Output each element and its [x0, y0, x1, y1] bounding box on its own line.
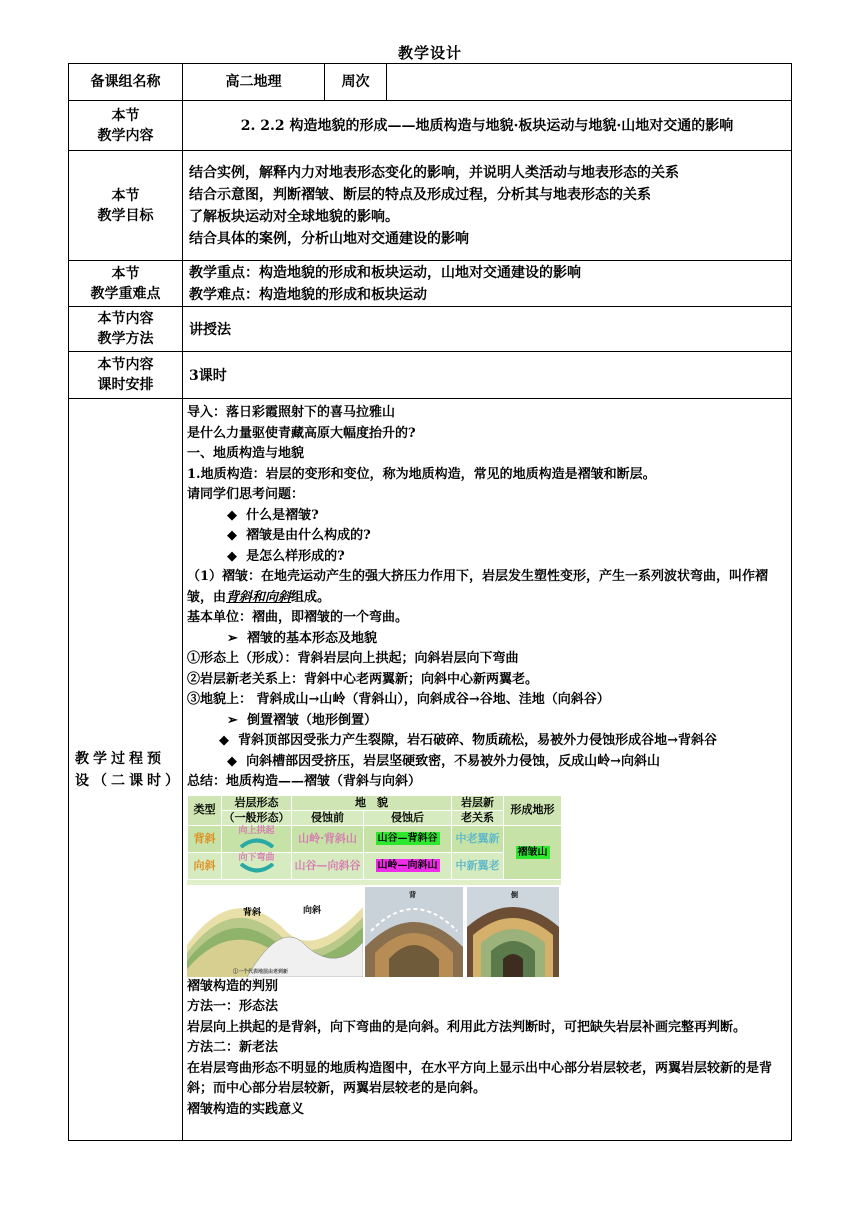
fold-header-shape: 形成地形	[504, 795, 562, 825]
practice-title: 褶皱构造的实践意义	[187, 1101, 305, 1117]
inverted-item: ◆ 向斜槽部因受挤压，岩层坚硬致密，不易被外力侵蚀，反成山岭→向斜山	[227, 753, 660, 769]
diamond-bullet-icon: ◆	[227, 753, 237, 769]
unit-text: 基本单位：褶曲，即褶皱的一个弯曲。	[187, 610, 409, 625]
method-value: 讲授法	[183, 307, 792, 352]
diagram-label: 背	[409, 891, 416, 899]
anticline-arc-icon	[237, 836, 277, 848]
inverted-relief-diagram	[467, 887, 559, 977]
group-label: 备课组名称	[69, 64, 183, 101]
landform-text: ③地貌上： 背斜成山→山岭（背斜山），向斜成谷→谷地、洼地（向斜谷）	[187, 692, 610, 707]
fold-mountain-badge: 褶皱山	[517, 846, 548, 858]
content-row	[69, 101, 792, 151]
method2-text: 在岩层弯曲形态不明显的地质构造图中，在水平方向上显示出中心部分岩层较老，两翼岩层较新的是背斜；而中心部分岩层较新，两翼岩层较老的是向斜。	[187, 1060, 773, 1096]
document-title: 教学设计	[397, 44, 462, 62]
anticline-valley-badge: 山谷—背斜谷	[377, 833, 438, 844]
fold-row-syncline: 向斜 向下弯曲 山谷—向斜谷 山岭—向斜山 中新翼老	[188, 852, 562, 879]
fold-header-age2: 老关系	[452, 810, 504, 825]
lesson-plan-table	[68, 63, 792, 1141]
diamond-bullet-icon: ◆	[227, 528, 237, 543]
goal-item: 了解板块运动对全球地貌的影响。	[189, 208, 399, 225]
content-label: 本节 教学内容	[69, 101, 183, 151]
age-text: ②岩层新老关系上：背斜中心老两翼新；向斜中心新两翼老。	[187, 671, 539, 687]
process-content	[183, 399, 792, 1141]
think-text: 请同学们思考问题：	[187, 487, 305, 502]
method2-title: 方法二：新老法	[187, 1040, 279, 1055]
key-value: 教学重点：构造地貌的形成和板块运动，山地对交通建设的影响 教学难点：构造地貌的形成和板块运动	[183, 261, 792, 307]
fold-header-form: 岩层形态	[222, 795, 292, 810]
hours-label: 本节内容 课时安排	[69, 352, 183, 399]
hours-row	[69, 352, 792, 399]
question-item: ◆ 是怎么样形成的?	[227, 548, 345, 564]
anticline-label: 背斜	[243, 906, 262, 917]
week-label: 周次	[325, 64, 387, 101]
method1-title: 方法一：形态法	[187, 999, 279, 1014]
diamond-bullet-icon: ◆	[219, 733, 229, 748]
diamond-bullet-icon: ◆	[227, 548, 237, 564]
arrow-bullet-icon: ➢	[227, 712, 238, 728]
diagram-label: 倒	[511, 891, 518, 899]
fold-header-age: 岩层新	[452, 795, 504, 810]
judge-title: 褶皱构造的判别	[187, 978, 279, 994]
fold-header-type: 类型	[188, 795, 222, 825]
key-label: 本节 教学重难点	[69, 261, 183, 307]
process-label: 教学过程预设（二课时）	[69, 399, 183, 1141]
anticline-block-diagram	[365, 887, 463, 977]
diamond-bullet-icon: ◆	[227, 507, 237, 523]
intro-text: 导入：落日彩霞照射下的喜马拉雅山	[187, 405, 396, 420]
week-value	[387, 64, 792, 101]
method-label: 本节内容 教学方法	[69, 307, 183, 352]
question-item: ◆ 褶皱是由什么构成的?	[227, 528, 371, 543]
content-value: 2. 2.2 构造地貌的形成——地质构造与地貌·板块运动与地貌·山地对交通的影响	[183, 101, 792, 151]
fold-summary-table	[187, 795, 561, 885]
goal-item: 结合具体的案例，分析山地对交通建设的影响	[189, 230, 469, 247]
fold-row-anticline: 背斜 向上拱起 山岭·背斜山 山谷—背斜谷 中老翼新 褶皱山	[188, 825, 562, 852]
fold-header-after: 侵蚀后	[364, 810, 452, 825]
key-row	[69, 261, 792, 307]
goal-item: 结合示意图，判断褶皱、断层的特点及形成过程，分析其与地表形态的关系	[189, 186, 651, 203]
section-heading: 一、地质构造与地貌	[187, 446, 305, 461]
question-text: 是什么力量驱使青藏高原大幅度抬升的?	[187, 425, 416, 441]
definition-text: 1.地质构造：岩层的变形和变位，称为地质构造，常见的地质构造是褶皱和断层。	[187, 466, 656, 482]
goal-item: 结合实例，解释内力对地表形态变化的影响，并说明人类活动与地表形态的关系	[189, 164, 679, 181]
syncline-arc-icon	[237, 863, 277, 875]
goals-value	[183, 151, 792, 261]
goals-row	[69, 151, 792, 261]
subheading: ➢ 倒置褶皱（地形倒置）	[227, 712, 377, 728]
subheading: ➢ 褶皱的基本形态及地貌	[227, 630, 377, 646]
method1-text: 岩层向上拱起的是背斜，向下弯曲的是向斜。利用此方法判断时，可把缺失岩层补画完整再判断。	[187, 1019, 747, 1035]
question-item: ◆ 什么是褶皱?	[227, 507, 319, 523]
fold-header-before: 侵蚀前	[292, 810, 364, 825]
fold-header-land: 地 貌	[292, 795, 452, 810]
fold-header-form2: （一般形态）	[223, 810, 290, 824]
method-row	[69, 307, 792, 352]
fold-cross-section-diagram	[187, 887, 363, 977]
group-value: 高二地理	[183, 64, 325, 101]
diagram-caption: ①一个代表地层由老到新	[233, 968, 289, 975]
fold-diagrams	[187, 887, 787, 977]
process-row	[69, 399, 792, 1141]
goals-label: 本节 教学目标	[69, 151, 183, 261]
header-row	[69, 64, 792, 101]
shape-text: ①形态上（形成）：背斜岩层向上拱起；向斜岩层向下弯曲	[187, 651, 519, 666]
inverted-item: ◆ 背斜顶部因受张力产生裂隙，岩石破碎、物质疏松，易被外力侵蚀形成谷地→背斜谷	[219, 733, 717, 748]
syncline-mountain-badge: 山岭—向斜山	[377, 860, 438, 871]
summary-text: 总结：地质构造——褶皱（背斜与向斜）	[187, 774, 422, 789]
arrow-bullet-icon: ➢	[227, 630, 238, 646]
fold-definition: （1）褶皱：在地壳运动产生的强大挤压力作用下，岩层发生塑性变形，产生一系列波状弯曲，叫作褶皱，由背斜和向斜组成。	[187, 569, 769, 605]
syncline-label: 向斜	[303, 904, 322, 915]
hours-value: 3课时	[183, 352, 792, 399]
emphasis-text: 背斜和向斜	[226, 589, 292, 605]
